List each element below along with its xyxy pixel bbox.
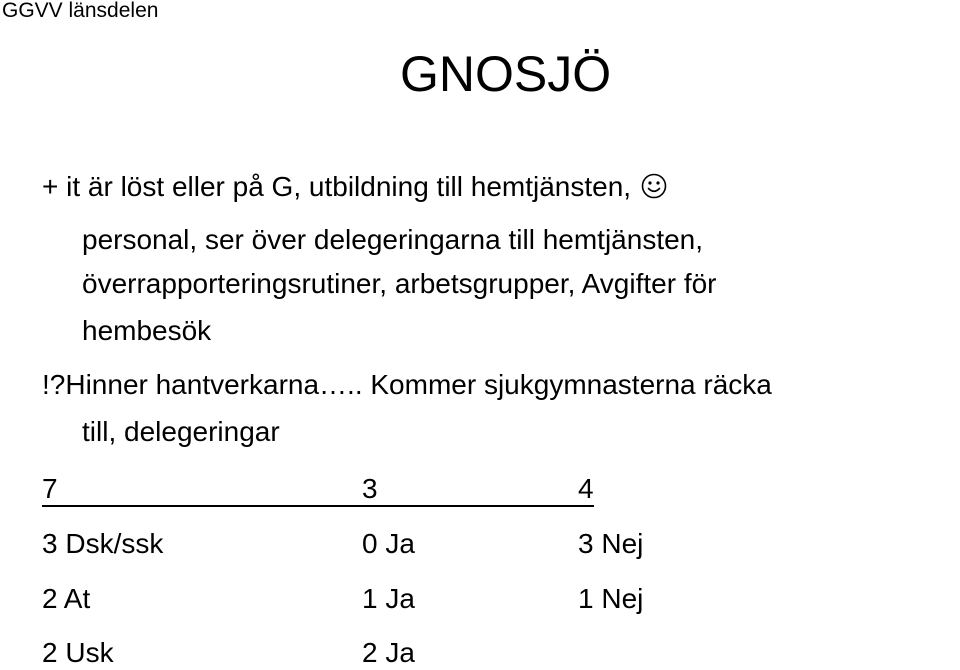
plus-line-3: överrapporteringsrutiner, arbetsgrupper, Avgifter för: [82, 268, 717, 299]
table-header-row: [42, 472, 662, 506]
table-row: [42, 582, 662, 616]
plus-line-2: personal, ser över delegeringarna till hemtjänsten,: [82, 224, 704, 255]
smiley-face-icon: [641, 173, 667, 199]
table-header-cell: 7: [42, 473, 58, 504]
table-cell: 1 Ja: [362, 583, 415, 614]
table-cell: 2 At: [42, 583, 91, 614]
plus-line-4: hembesök: [82, 315, 212, 346]
slide-section-label: GGVV länsdelen: [2, 0, 159, 22]
table-cell: 3 Dsk/ssk: [42, 528, 164, 559]
table-header-cell: 4: [578, 473, 594, 504]
table-cell: 1 Nej: [578, 583, 644, 614]
plus-line-1-text: + it är löst eller på G, utbildning till hemtjänsten,: [42, 171, 632, 202]
table-cell: 0 Ja: [362, 528, 415, 559]
table-header-divider: [42, 505, 594, 507]
question-line-2: till, delegeringar: [82, 416, 280, 447]
page-title: GNOSJÖ: [400, 46, 612, 102]
question-line-1: !?Hinner hantverkarna….. Kommer sjukgymnasterna räcka: [42, 369, 772, 400]
table-cell: 2 Usk: [42, 637, 114, 668]
table-cell: 2 Ja: [362, 637, 415, 668]
table-row: [42, 527, 662, 561]
table-cell: 3 Nej: [578, 528, 644, 559]
table-row: [42, 636, 662, 670]
plus-line-1: [42, 170, 667, 204]
table-header-cell: 3: [362, 473, 378, 504]
